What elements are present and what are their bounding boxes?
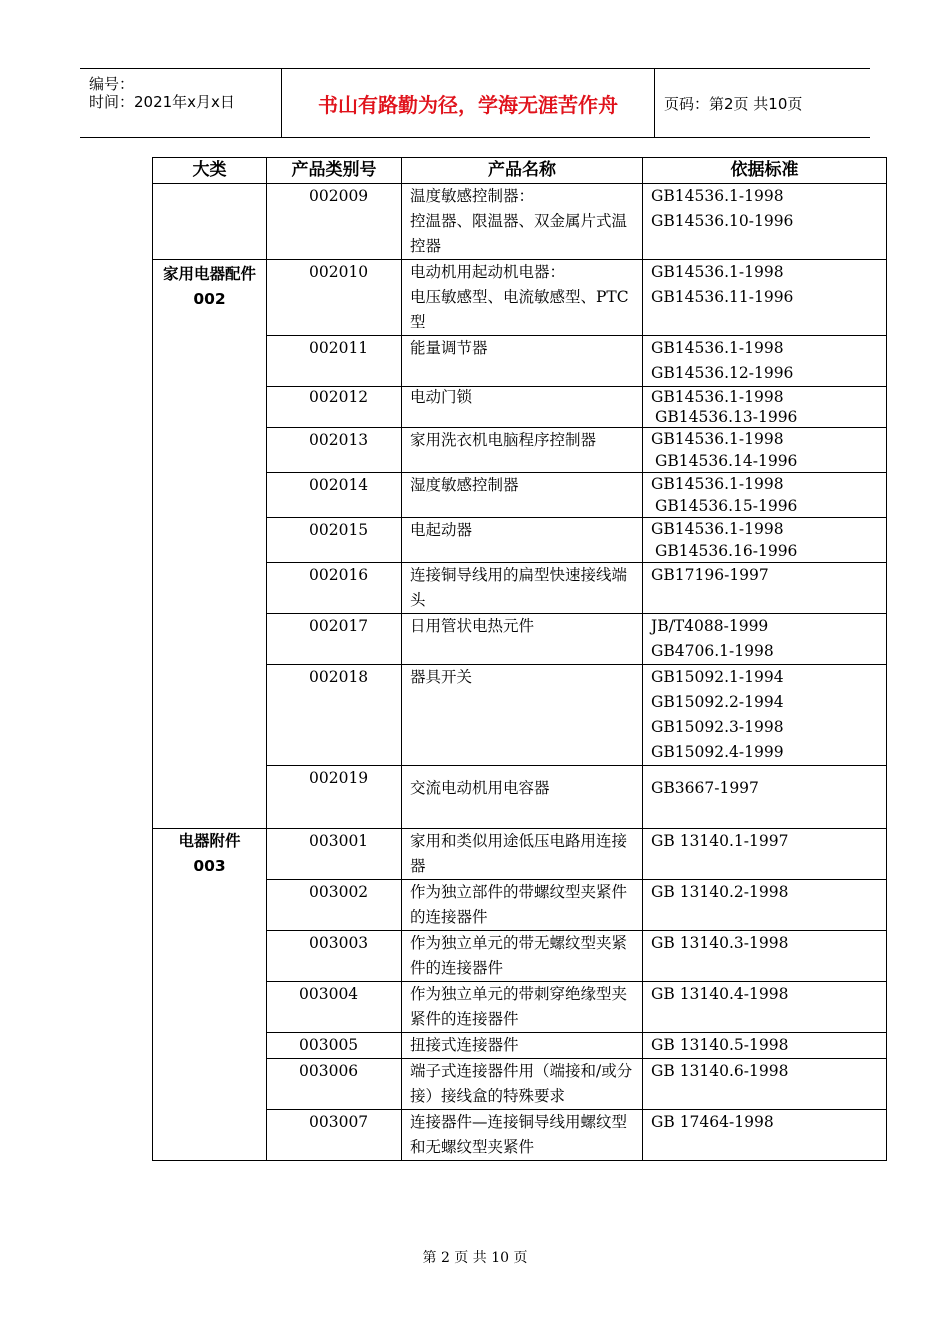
standard-cell bbox=[643, 931, 887, 982]
category-code: 002 bbox=[193, 290, 226, 308]
product-name bbox=[402, 518, 643, 563]
product-name bbox=[402, 665, 643, 766]
page-footer: 第 2 页 共 10 页 bbox=[422, 1250, 528, 1266]
product-name bbox=[402, 1033, 643, 1059]
standard-cell bbox=[643, 518, 887, 563]
standard-cell bbox=[643, 880, 887, 931]
standard: GB14536.11-1996 bbox=[651, 288, 794, 306]
standard-cell bbox=[643, 766, 887, 829]
standard: GB14536.16-1996 bbox=[655, 542, 798, 560]
standard-cell bbox=[643, 184, 887, 260]
standard-cell bbox=[643, 1033, 887, 1059]
standard: GB15092.3-1998 bbox=[651, 718, 784, 736]
product-name bbox=[402, 1110, 643, 1161]
product-name bbox=[402, 336, 643, 387]
table-row bbox=[153, 829, 887, 880]
standard: GB15092.4-1999 bbox=[651, 743, 784, 761]
column-header: 产品类别号 bbox=[267, 158, 402, 184]
standard-cell bbox=[643, 1059, 887, 1110]
product-code: 002019 bbox=[267, 766, 402, 829]
standard-cell bbox=[643, 260, 887, 336]
product-name bbox=[402, 184, 643, 260]
standard-cell bbox=[643, 665, 887, 766]
product-name-line: 交流电动机用电容器 bbox=[410, 779, 550, 797]
table-row bbox=[153, 260, 887, 336]
product-name-line: 控温器、限温器、双金属片式温控器 bbox=[410, 212, 628, 255]
table-header-row bbox=[153, 158, 887, 184]
category-name: 家用电器配件 bbox=[163, 265, 257, 283]
product-code: 002014 bbox=[267, 473, 402, 518]
standard-cell bbox=[643, 829, 887, 880]
column-header: 大类 bbox=[153, 158, 267, 184]
product-code: 002017 bbox=[267, 614, 402, 665]
standard: GB14536.12-1996 bbox=[651, 364, 794, 382]
motto: 书山有路勤为径，学海无涯苦作舟 bbox=[282, 69, 655, 137]
standard: GB 13140.3-1998 bbox=[651, 934, 789, 952]
standard-cell bbox=[643, 336, 887, 387]
category-name: 电器附件 bbox=[178, 832, 241, 850]
standard: GB14536.1-1998 bbox=[651, 520, 784, 538]
page-label: 页码：第2页 共10页 bbox=[664, 94, 803, 113]
product-code: 003005 bbox=[267, 1033, 402, 1059]
product-code: 002016 bbox=[267, 563, 402, 614]
product-name bbox=[402, 931, 643, 982]
product-name bbox=[402, 766, 643, 829]
product-name bbox=[402, 563, 643, 614]
product-name-line: 连接器件—连接铜导线用螺纹型和无螺纹型夹紧件 bbox=[410, 1113, 628, 1156]
product-name-line: 电压敏感型、电流敏感型、PTC型 bbox=[410, 288, 629, 331]
time-label: 时间：2021年x月x日 bbox=[89, 93, 235, 111]
product-code: 002015 bbox=[267, 518, 402, 563]
product-name bbox=[402, 387, 643, 428]
standard: JB/T4088-1999 bbox=[651, 617, 769, 635]
number-label: 编号： bbox=[89, 75, 135, 93]
product-name-line: 家用和类似用途低压电路用连接器 bbox=[410, 832, 628, 875]
standard: GB15092.1-1994 bbox=[651, 668, 784, 686]
standard: GB14536.1-1998 bbox=[651, 388, 784, 406]
standard: GB17196-1997 bbox=[651, 566, 769, 584]
product-name-line: 日用管状电热元件 bbox=[410, 617, 535, 635]
product-code: 002018 bbox=[267, 665, 402, 766]
product-code: 002011 bbox=[267, 336, 402, 387]
category-code: 003 bbox=[193, 857, 226, 875]
standard: GB3667-1997 bbox=[651, 779, 759, 797]
standard: GB4706.1-1998 bbox=[651, 642, 774, 660]
standard: GB 13140.1-1997 bbox=[651, 832, 789, 850]
product-code: 002009 bbox=[267, 184, 402, 260]
product-name-line: 作为独立单元的带刺穿绝缘型夹紧件的连接器件 bbox=[410, 985, 628, 1028]
standard-cell bbox=[643, 563, 887, 614]
product-code: 003002 bbox=[267, 880, 402, 931]
standard: GB14536.15-1996 bbox=[655, 497, 798, 515]
product-name-line: 作为独立单元的带无螺纹型夹紧件的连接器件 bbox=[410, 934, 628, 977]
standard: GB14536.14-1996 bbox=[655, 452, 798, 470]
product-name-line: 器具开关 bbox=[410, 668, 473, 686]
product-code: 003006 bbox=[267, 1059, 402, 1110]
product-name-line: 电动机用起动机电器： bbox=[410, 263, 566, 281]
product-name-line: 作为独立部件的带螺纹型夹紧件的连接器件 bbox=[410, 883, 628, 926]
table-row bbox=[153, 184, 887, 260]
product-name-line: 连接铜导线用的扁型快速接线端头 bbox=[410, 566, 628, 609]
product-name-line: 扭接式连接器件 bbox=[410, 1036, 519, 1054]
product-name-line: 温度敏感控制器： bbox=[410, 187, 535, 205]
product-name bbox=[402, 473, 643, 518]
column-header: 产品名称 bbox=[402, 158, 643, 184]
product-code: 002010 bbox=[267, 260, 402, 336]
product-name bbox=[402, 260, 643, 336]
product-name-line: 端子式连接器件用（端接和/或分接）接线盒的特殊要求 bbox=[410, 1062, 633, 1105]
page-header bbox=[80, 68, 870, 138]
standard-cell bbox=[643, 387, 887, 428]
product-code: 002012 bbox=[267, 387, 402, 428]
standard-cell bbox=[643, 1110, 887, 1161]
standard: GB 13140.2-1998 bbox=[651, 883, 789, 901]
standard: GB 13140.4-1998 bbox=[651, 985, 789, 1003]
product-name-line: 家用洗衣机电脑程序控制器 bbox=[410, 431, 597, 449]
header-meta bbox=[80, 69, 282, 137]
standard-cell bbox=[643, 982, 887, 1033]
product-name bbox=[402, 880, 643, 931]
product-name-line: 电起动器 bbox=[410, 521, 473, 539]
standard: GB14536.1-1998 bbox=[651, 339, 784, 357]
standard: GB14536.13-1996 bbox=[655, 408, 798, 426]
product-name-line: 能量调节器 bbox=[410, 339, 488, 357]
product-name-line: 电动门锁 bbox=[410, 388, 473, 406]
product-code: 003004 bbox=[267, 982, 402, 1033]
standard: GB14536.1-1998 bbox=[651, 187, 784, 205]
standard: GB 13140.6-1998 bbox=[651, 1062, 789, 1080]
category-cell bbox=[153, 260, 267, 829]
column-header: 依据标准 bbox=[643, 158, 887, 184]
product-code: 003001 bbox=[267, 829, 402, 880]
standard: GB15092.2-1994 bbox=[651, 693, 784, 711]
standard-cell bbox=[643, 428, 887, 473]
product-name bbox=[402, 1059, 643, 1110]
product-name bbox=[402, 982, 643, 1033]
category-cell-empty bbox=[153, 184, 267, 260]
product-code: 002013 bbox=[267, 428, 402, 473]
product-name bbox=[402, 829, 643, 880]
product-name bbox=[402, 428, 643, 473]
standard: GB14536.1-1998 bbox=[651, 475, 784, 493]
standards-table bbox=[152, 157, 887, 1161]
standard-cell bbox=[643, 614, 887, 665]
standard: GB 13140.5-1998 bbox=[651, 1036, 789, 1054]
product-name bbox=[402, 614, 643, 665]
standard: GB 17464-1998 bbox=[651, 1113, 774, 1131]
standard: GB14536.10-1996 bbox=[651, 212, 794, 230]
product-name-line: 湿度敏感控制器 bbox=[410, 476, 519, 494]
standard: GB14536.1-1998 bbox=[651, 430, 784, 448]
standard: GB14536.1-1998 bbox=[651, 263, 784, 281]
product-code: 003007 bbox=[267, 1110, 402, 1161]
standard-cell bbox=[643, 473, 887, 518]
category-cell bbox=[153, 829, 267, 1161]
product-code: 003003 bbox=[267, 931, 402, 982]
